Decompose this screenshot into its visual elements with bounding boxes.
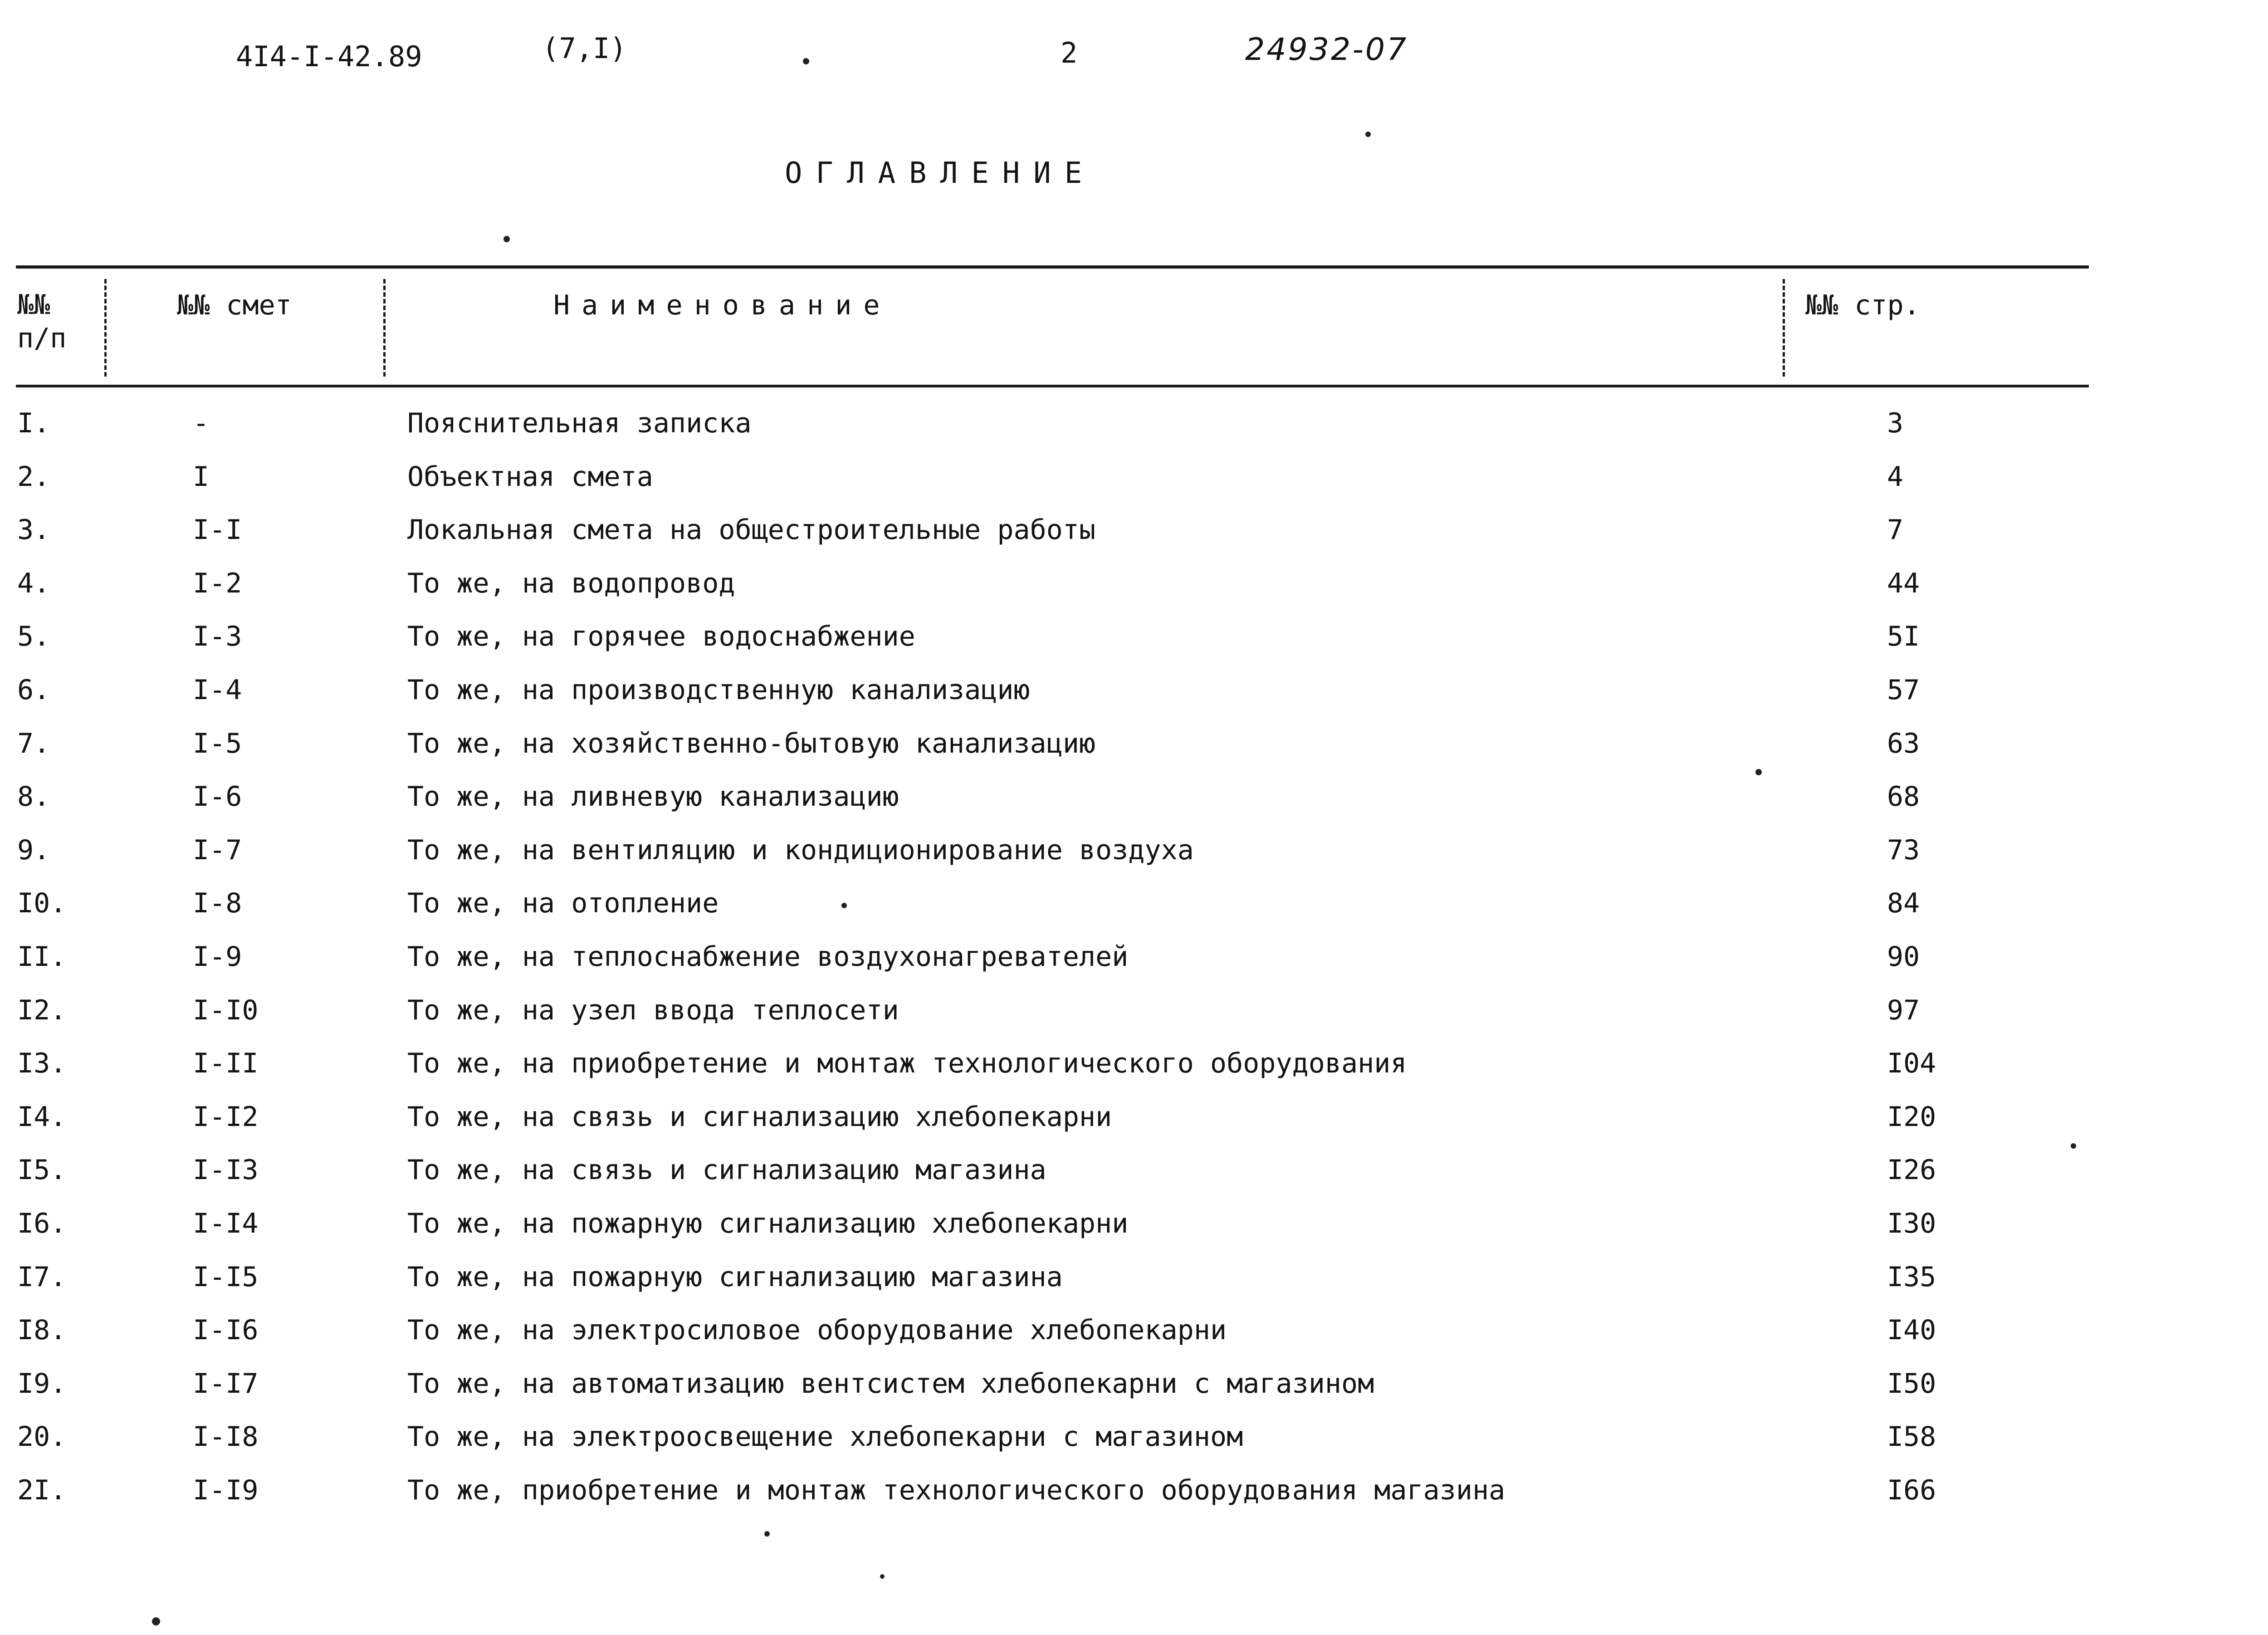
- table-row: [0, 1199, 2268, 1253]
- row-page-number: I04: [1887, 1048, 1936, 1080]
- scan-speck: [841, 903, 847, 908]
- header-separator: [104, 279, 107, 377]
- row-number: 20.: [17, 1421, 67, 1453]
- row-number: I4.: [17, 1101, 67, 1133]
- table-row: [0, 826, 2268, 880]
- table-row: [0, 1146, 2268, 1199]
- row-number: 7.: [17, 727, 50, 759]
- row-name: То же, на приобретение и монтаж технологического оборудования: [407, 1048, 1407, 1080]
- row-estimate-number: I-I8: [193, 1421, 259, 1453]
- table-row: [0, 399, 2268, 453]
- row-estimate-number: I-II: [193, 1048, 259, 1080]
- row-name: То же, на вентиляцию и кондиционирование воздуха: [407, 834, 1194, 866]
- row-name: То же, на горячее водоснабжение: [407, 621, 915, 653]
- row-name: То же, на хозяйственно-бытовую канализацию: [407, 727, 1096, 759]
- row-number: 4.: [17, 567, 50, 599]
- row-page-number: 97: [1887, 994, 1920, 1026]
- row-name: То же, на водопровод: [407, 567, 735, 599]
- scan-speck: [1755, 769, 1762, 775]
- header-separator: [383, 279, 386, 377]
- scan-speck: [764, 1531, 770, 1537]
- table-top-rule: [16, 265, 2089, 269]
- row-estimate-number: -: [193, 407, 210, 439]
- scan-speck: [152, 1617, 160, 1625]
- table-row: [0, 1039, 2268, 1093]
- row-estimate-number: I-I9: [193, 1474, 259, 1506]
- table-row: [0, 666, 2268, 720]
- document-code: 4I4-I-42.89: [236, 40, 422, 73]
- row-number: 2I.: [17, 1474, 67, 1506]
- row-number: 3.: [17, 514, 50, 546]
- row-estimate-number: I-I5: [193, 1261, 259, 1293]
- row-name: То же, на связь и сигнализацию магазина: [407, 1154, 1046, 1186]
- row-name: То же, на отопление: [407, 887, 719, 920]
- row-estimate-number: I-I7: [193, 1367, 259, 1400]
- row-name: То же, на узел ввода теплосети: [407, 994, 899, 1026]
- table-row: [0, 720, 2268, 773]
- row-page-number: 7: [1887, 514, 1904, 546]
- column-header-estimate: №№ смет: [177, 289, 292, 321]
- scan-speck: [1365, 132, 1371, 137]
- row-number: I0.: [17, 887, 67, 920]
- row-name: То же, на связь и сигнализацию хлебопекарни: [407, 1101, 1112, 1133]
- row-page-number: 90: [1887, 940, 1920, 973]
- row-estimate-number: I-7: [193, 834, 242, 866]
- table-row: [0, 879, 2268, 933]
- row-name: То же, на пожарную сигнализацию хлебопекарни: [407, 1207, 1129, 1239]
- row-estimate-number: I-I0: [193, 994, 259, 1026]
- row-page-number: 44: [1887, 567, 1920, 599]
- row-estimate-number: I-I2: [193, 1101, 259, 1133]
- row-estimate-number: I-I3: [193, 1154, 259, 1186]
- header-separator: [1783, 279, 1785, 377]
- table-row: [0, 1306, 2268, 1360]
- row-number: 6.: [17, 674, 50, 706]
- table-row: [0, 1466, 2268, 1520]
- row-number: I3.: [17, 1048, 67, 1080]
- column-header-page: №№ стр.: [1805, 289, 1920, 321]
- row-page-number: 68: [1887, 781, 1920, 813]
- row-page-number: 3: [1887, 407, 1904, 439]
- table-row: [0, 986, 2268, 1040]
- row-number: I2.: [17, 994, 67, 1026]
- row-estimate-number: I: [193, 460, 210, 493]
- page-title: ОГЛАВЛЕНИЕ: [785, 157, 1096, 190]
- row-page-number: 84: [1887, 887, 1920, 920]
- row-page-number: I35: [1887, 1261, 1936, 1293]
- row-number: I5.: [17, 1154, 67, 1186]
- row-estimate-number: I-4: [193, 674, 242, 706]
- table-row: [0, 1093, 2268, 1146]
- row-number: 5.: [17, 621, 50, 653]
- row-number: II.: [17, 940, 67, 973]
- row-page-number: 63: [1887, 727, 1920, 759]
- row-estimate-number: I-9: [193, 940, 242, 973]
- row-page-number: I58: [1887, 1421, 1936, 1453]
- table-row: [0, 453, 2268, 506]
- column-header-number-line2: п/п: [17, 323, 67, 354]
- row-page-number: I26: [1887, 1154, 1936, 1186]
- table-row: [0, 612, 2268, 666]
- row-page-number: I50: [1887, 1367, 1936, 1400]
- row-estimate-number: I-2: [193, 567, 242, 599]
- scan-speck: [2071, 1143, 2076, 1149]
- row-name: То же, на пожарную сигнализацию магазина: [407, 1261, 1063, 1293]
- inventory-number: 24932-07: [1245, 32, 1408, 68]
- scan-speck: [880, 1574, 885, 1579]
- row-name: Объектная смета: [407, 460, 653, 493]
- row-name: То же, приобретение и монтаж технологического оборудования магазина: [407, 1474, 1505, 1506]
- table-row: [0, 1360, 2268, 1413]
- row-number: 8.: [17, 781, 50, 813]
- row-page-number: I20: [1887, 1101, 1936, 1133]
- row-estimate-number: I-3: [193, 621, 242, 653]
- row-estimate-number: I-I4: [193, 1207, 259, 1239]
- table-row: [0, 1413, 2268, 1466]
- page-number: 2: [1061, 36, 1078, 69]
- row-number: I8.: [17, 1314, 67, 1346]
- row-page-number: 5I: [1887, 621, 1920, 653]
- row-name: Локальная смета на общестроительные работы: [407, 514, 1096, 546]
- row-page-number: 73: [1887, 834, 1920, 866]
- row-number: I7.: [17, 1261, 67, 1293]
- column-header-name: Наименование: [553, 289, 892, 321]
- row-page-number: I30: [1887, 1207, 1936, 1239]
- scan-speck: [503, 236, 510, 242]
- row-estimate-number: I-5: [193, 727, 242, 759]
- row-name: Пояснительная записка: [407, 407, 752, 439]
- row-page-number: 4: [1887, 460, 1904, 493]
- row-page-number: I40: [1887, 1314, 1936, 1346]
- row-estimate-number: I-I: [193, 514, 242, 546]
- row-number: I6.: [17, 1207, 67, 1239]
- table-row: [0, 773, 2268, 826]
- row-name: То же, на теплоснабжение воздухонагревателей: [407, 940, 1129, 973]
- scan-speck: [803, 58, 809, 64]
- document-part: (7,I): [542, 32, 627, 65]
- table-row: [0, 559, 2268, 613]
- row-estimate-number: I-I6: [193, 1314, 259, 1346]
- column-header-number-line1: №№: [17, 289, 50, 321]
- table-body: [0, 399, 2268, 1519]
- row-estimate-number: I-8: [193, 887, 242, 920]
- table-row: [0, 1253, 2268, 1307]
- row-number: I.: [17, 407, 50, 439]
- row-name: То же, на автоматизацию вентсистем хлебопекарни с магазином: [407, 1367, 1374, 1400]
- row-page-number: I66: [1887, 1474, 1936, 1506]
- row-name: То же, на электросиловое оборудование хлебопекарни: [407, 1314, 1227, 1346]
- row-name: То же, на ливневую канализацию: [407, 781, 899, 813]
- row-number: I9.: [17, 1367, 67, 1400]
- row-page-number: 57: [1887, 674, 1920, 706]
- table-header-rule: [16, 385, 2089, 387]
- row-name: То же, на электроосвещение хлебопекарни с магазином: [407, 1421, 1243, 1453]
- row-number: 9.: [17, 834, 50, 866]
- row-estimate-number: I-6: [193, 781, 242, 813]
- column-header-number: [17, 288, 66, 355]
- row-name: То же, на производственную канализацию: [407, 674, 1030, 706]
- table-row: [0, 506, 2268, 559]
- row-number: 2.: [17, 460, 50, 493]
- table-row: [0, 933, 2268, 986]
